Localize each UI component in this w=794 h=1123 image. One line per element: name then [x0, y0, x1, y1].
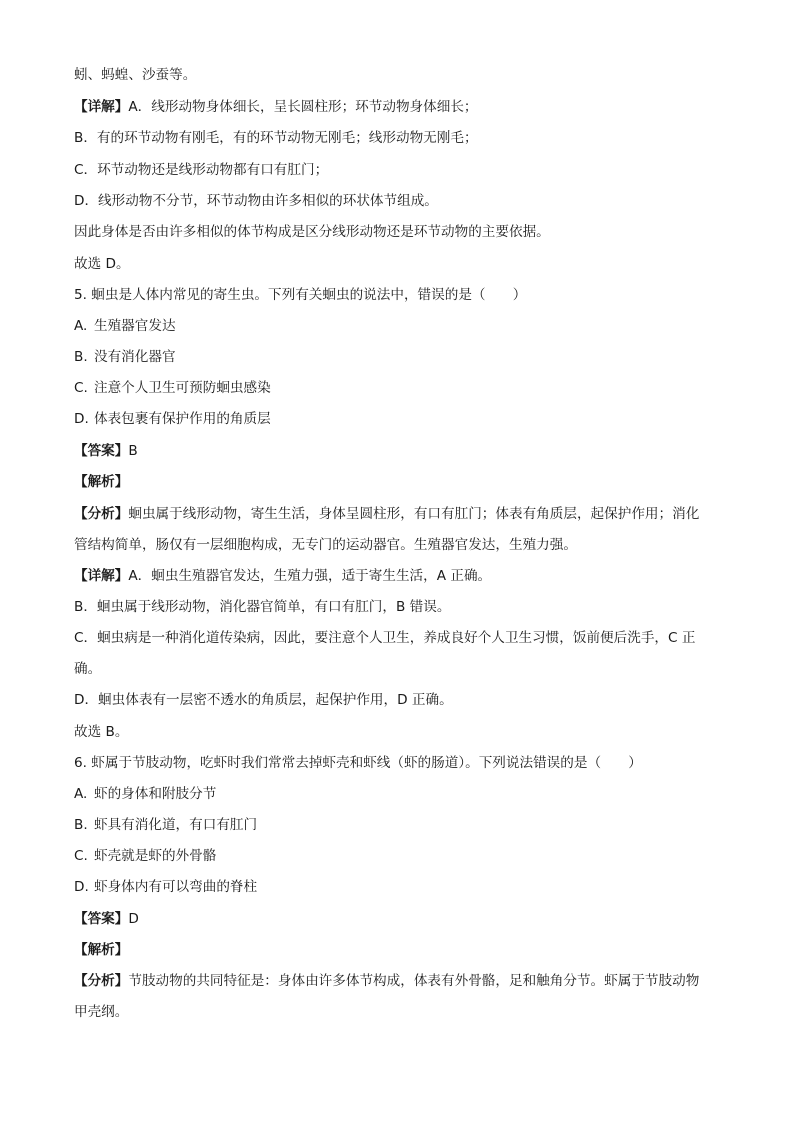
section-tag: 【解析】 — [74, 942, 129, 958]
text-line — [74, 566, 734, 586]
section-text: B — [128, 443, 138, 459]
text-line: B．有的环节动物有刚毛，有的环节动物无刚毛；线形动物无刚毛； — [74, 130, 478, 146]
text-line: 管结构简单，肠仅有一层细胞构成，无专门的运动器官。生殖器官发达，生殖力强。 — [74, 537, 577, 553]
option-line — [74, 877, 734, 897]
option-line — [74, 815, 734, 835]
text-line: D．蛔虫体表有一层密不透水的角质层，起保护作用，D 正确。 — [74, 692, 453, 708]
text-line: C．蛔虫病是一种消化道传染病，因此，要注意个人卫生，养成良好个人卫生习惯，饭前便后洗手，C 正 — [74, 630, 696, 646]
option-letter: C. — [74, 380, 88, 396]
option-text: 虾具有消化道，有口有肛门 — [94, 817, 258, 833]
text-line: D．线形动物不分节，环节动物由许多相似的环状体节组成。 — [74, 193, 438, 209]
option-letter: D. — [74, 411, 89, 427]
option-line — [74, 378, 734, 398]
section-text: D — [128, 911, 139, 927]
text-line: B．蛔虫属于线形动物，消化器官简单，有口有肛门，B 错误。 — [74, 599, 451, 615]
option-text: 体表包裹有保护作用的角质层 — [94, 411, 271, 427]
option-text: 虾壳就是虾的外骨骼 — [94, 848, 217, 864]
text-line: 确。 — [74, 661, 102, 677]
option-text: 生殖器官发达 — [94, 318, 176, 334]
text-line: 5. 蛔虫是人体内常见的寄生虫。下列有关蛔虫的说法中，错误的是（ ） — [74, 287, 527, 303]
section-tag: 【分析】 — [74, 973, 129, 989]
section-tag: 【分析】 — [74, 506, 129, 522]
text-line: 因此身体是否由许多相似的体节构成是区分线形动物还是环节动物的主要依据。 — [74, 224, 550, 240]
option-line — [74, 846, 734, 866]
option-letter: B. — [74, 349, 88, 365]
text-line — [74, 971, 734, 991]
option-text: 虾的身体和附肢分节 — [94, 786, 217, 802]
text-line: 甲壳纲。 — [74, 1004, 129, 1020]
section-tag: 【答案】 — [74, 911, 129, 927]
option-letter: C. — [74, 848, 88, 864]
text-line: 蚓、蚂蝗、沙蚕等。 — [74, 67, 197, 83]
text-line: 6. 虾属于节肢动物，吃虾时我们常常去掉虾壳和虾线（虾的肠道）。下列说法错误的是（ ） — [74, 755, 642, 771]
text-line: C．环节动物还是线形动物都有口有肛门； — [74, 162, 329, 178]
text-line — [74, 97, 734, 117]
option-line — [74, 409, 734, 429]
section-tag: 【详解】 — [74, 99, 129, 115]
section-text: A．蛔虫生殖器官发达，生殖力强，适于寄生生活，A 正确。 — [128, 568, 492, 584]
section-text: A．线形动物身体细长，呈长圆柱形；环节动物身体细长； — [128, 99, 478, 115]
section-tag: 【答案】 — [74, 443, 129, 459]
option-text: 虾身体内有可以弯曲的脊柱 — [94, 879, 258, 895]
option-line — [74, 784, 734, 804]
option-letter: A. — [74, 786, 88, 802]
text-line — [74, 909, 734, 929]
section-text: 节肢动物的共同特征是：身体由许多体节构成，体表有外骨骼，足和触角分节。虾属于节肢动物 — [128, 973, 700, 989]
option-line — [74, 316, 734, 336]
text-line: 故选 D。 — [74, 256, 130, 272]
text-line: 故选 B。 — [74, 724, 129, 740]
option-letter: B. — [74, 817, 88, 833]
section-tag: 【详解】 — [74, 568, 129, 584]
option-text: 注意个人卫生可预防蛔虫感染 — [94, 380, 271, 396]
option-letter: D. — [74, 879, 89, 895]
section-tag: 【解析】 — [74, 474, 129, 490]
option-text: 没有消化器官 — [94, 349, 176, 365]
text-line — [74, 441, 734, 461]
text-line — [74, 504, 734, 524]
text-line — [74, 940, 734, 960]
option-line — [74, 347, 734, 367]
section-text: 蛔虫属于线形动物，寄生生活，身体呈圆柱形，有口有肛门；体表有角质层，起保护作用；消化 — [128, 506, 700, 522]
option-letter: A. — [74, 318, 88, 334]
text-line — [74, 472, 734, 492]
